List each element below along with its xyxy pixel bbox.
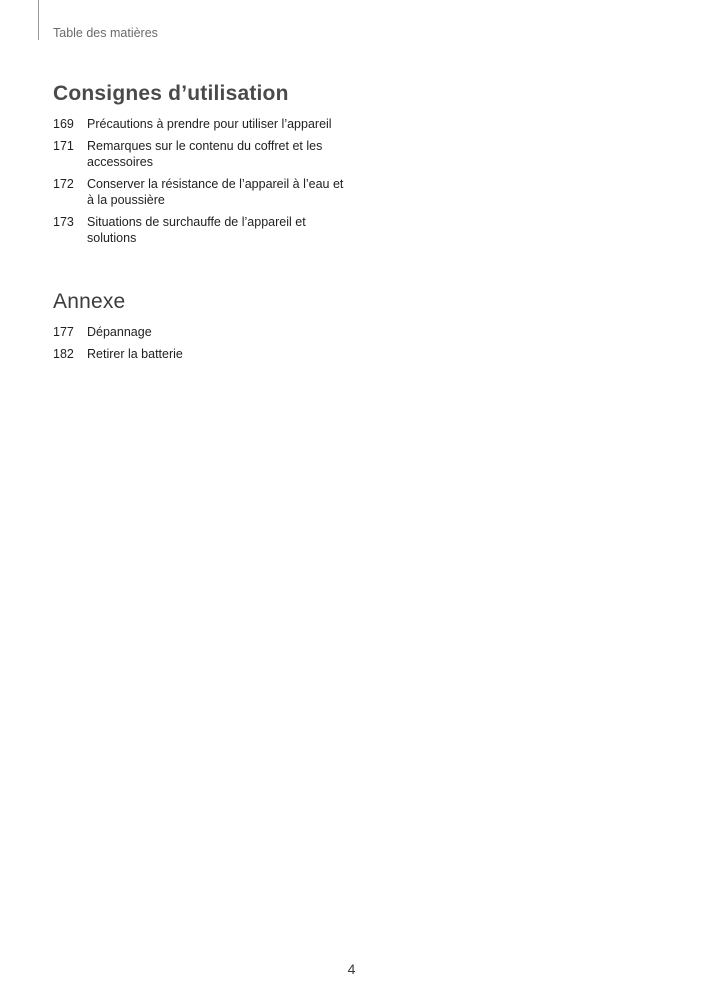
section-annexe — [53, 290, 353, 368]
toc-page-number: 172 — [53, 177, 74, 191]
toc-page-number: 173 — [53, 215, 74, 229]
toc-entry[interactable] — [53, 214, 353, 246]
toc-page-number: 171 — [53, 139, 74, 153]
toc-entry[interactable] — [53, 176, 353, 208]
toc-entry-title: Dépannage — [87, 325, 152, 339]
toc-entry-title: Retirer la batterie — [87, 347, 183, 361]
toc-entry-title: Conserver la résistance de l’appareil à l’eau et à la poussière — [87, 177, 344, 207]
section-consignes — [53, 82, 353, 252]
toc-entry[interactable] — [53, 324, 353, 340]
page-number: 4 — [347, 961, 356, 977]
running-header: Table des matières — [53, 26, 158, 40]
toc-entry[interactable] — [53, 346, 353, 362]
toc-entry[interactable] — [53, 116, 353, 132]
section-title: Consignes d’utilisation — [53, 82, 289, 105]
margin-rule — [38, 0, 39, 40]
toc-page-number: 169 — [53, 117, 74, 131]
toc-page-number: 177 — [53, 325, 74, 339]
toc-entry-title: Précautions à prendre pour utiliser l’appareil — [87, 117, 332, 131]
toc-entry-title: Remarques sur le contenu du coffret et les accessoires — [87, 139, 323, 169]
toc-entry[interactable] — [53, 138, 353, 170]
toc-page-number: 182 — [53, 347, 74, 361]
section-title: Annexe — [53, 290, 126, 313]
toc-entry-title: Situations de surchauffe de l’appareil et solutions — [87, 215, 306, 245]
